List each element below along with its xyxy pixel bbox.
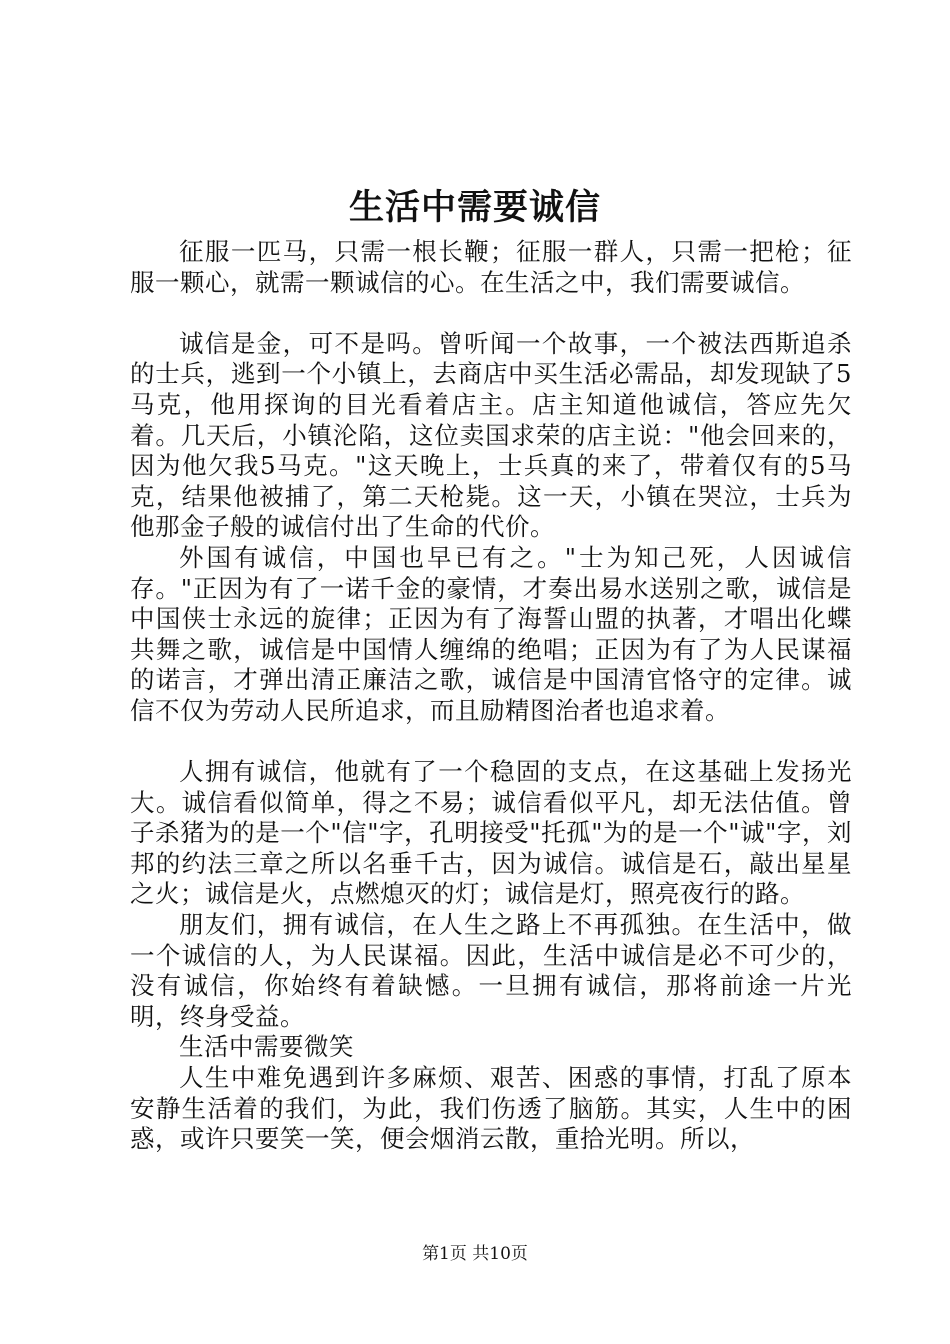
paragraph-5: 朋友们，拥有诚信，在人生之路上不再孤独。在生活中，做一个诚信的人，为人民谋福。因此，生活中诚信是必不可少的，没有诚信，你始终有着缺憾。一旦拥有诚信，那将前途一片光明，终身受益。	[130, 910, 852, 1031]
paragraph-gap	[130, 298, 852, 329]
document-body	[130, 237, 852, 1155]
page-number-footer: 第1页 共10页	[422, 1244, 528, 1264]
paragraph-2: 诚信是金，可不是吗。曾听闻一个故事，一个被法西斯追杀的士兵，逃到一个小镇上，去商店中买生活必需品，却发现缺了5马克，他用探询的目光看着店主。店主知道他诚信，答应先欠着。几天后，小镇沦陷，这位卖国求荣的店主说："他会回来的，因为他欠我5马克。"这天晚上，士兵真的来了，带着仅有的5马克，结果他被捕了，第二天枪毙。这一天，小镇在哭泣，士兵为他那金子般的诚信付出了生命的代价。	[130, 328, 852, 542]
paragraph-1: 征服一匹马，只需一根长鞭；征服一群人，只需一把枪；征服一颗心，就需一颗诚信的心。在生活之中，我们需要诚信。	[130, 237, 852, 297]
section-heading: 生活中需要微笑	[179, 1032, 354, 1062]
document-title: 生活中需要诚信	[348, 187, 601, 228]
paragraph-3: 外国有诚信，中国也早已有之。"士为知己死，人因诚信存。"正因为有了一诺千金的豪情，才奏出易水送别之歌，诚信是中国侠士永远的旋律；正因为有了海誓山盟的执著，才唱出化蝶共舞之歌，诚信是中国情人缠绵的绝唱；正因为有了为人民谋福的诺言，才弹出清正廉洁之歌，诚信是中国清官恪守的定律。诚信不仅为劳动人民所追求，而且励精图治者也追求着。	[130, 542, 852, 725]
paragraph-gap	[130, 727, 852, 758]
paragraph-6: 人生中难免遇到许多麻烦、艰苦、困惑的事情，打乱了原本安静生活着的我们，为此，我们伤透了脑筋。其实，人生中的困惑，或许只要笑一笑，便会烟消云散，重拾光明。所以，	[130, 1063, 852, 1154]
paragraph-4: 人拥有诚信，他就有了一个稳固的支点，在这基础上发扬光大。诚信看似简单，得之不易；诚信看似平凡，却无法估值。曾子杀猪为的是一个"信"字，孔明接受"托孤"为的是一个"诚"字，刘邦的约法三章之所以名垂千古，因为诚信。诚信是石，敲出星星之火；诚信是火，点燃熄灭的灯；诚信是灯，照亮夜行的路。	[130, 757, 852, 909]
